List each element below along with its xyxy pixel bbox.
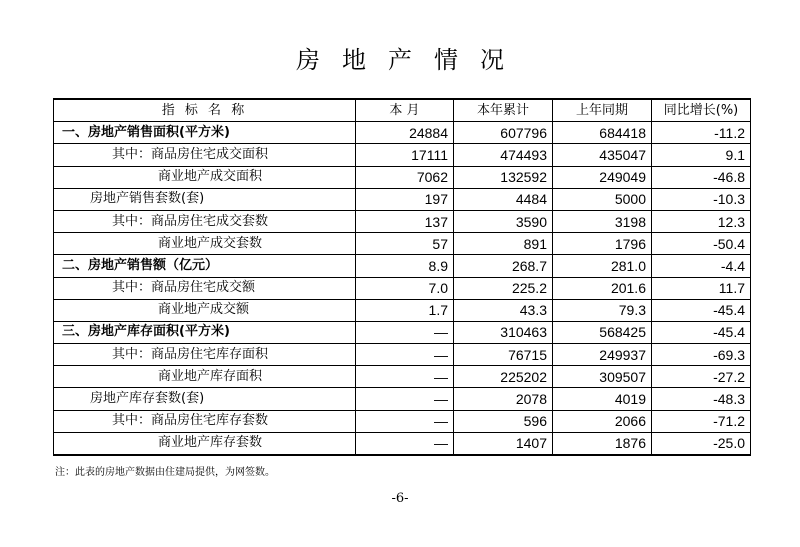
header-year-to-date: 本年累计 [454, 99, 553, 122]
row-label: 其中：商品房住宅成交套数 [54, 210, 356, 232]
table-row [54, 432, 751, 455]
cell-this-month: — [356, 344, 454, 366]
table-body [54, 122, 751, 455]
cell-last-year: 249937 [553, 344, 652, 366]
cell-last-year: 1796 [553, 233, 652, 255]
cell-this-month: 17111 [356, 144, 454, 166]
header-indicator-name: 指 标 名 称 [54, 99, 356, 122]
cell-year-to-date: 607796 [454, 122, 553, 144]
cell-this-month: 7062 [356, 166, 454, 188]
cell-year-to-date: 43.3 [454, 299, 553, 321]
row-label: 二、房地产销售额（亿元） [54, 255, 356, 277]
row-label: 其中：商品房住宅库存面积 [54, 344, 356, 366]
cell-this-month: 8.9 [356, 255, 454, 277]
table-row [54, 277, 751, 299]
cell-yoy-growth: -10.3 [652, 188, 751, 210]
row-label: 房地产库存套数(套) [54, 388, 356, 410]
cell-last-year: 249049 [553, 166, 652, 188]
cell-this-month: 7.0 [356, 277, 454, 299]
row-label: 三、房地产库存面积(平方米) [54, 321, 356, 343]
table-row [54, 255, 751, 277]
table-row [54, 344, 751, 366]
header-last-year-same-period: 上年同期 [553, 99, 652, 122]
cell-this-month: — [356, 432, 454, 455]
table-row [54, 233, 751, 255]
cell-yoy-growth: -45.4 [652, 299, 751, 321]
cell-yoy-growth: -50.4 [652, 233, 751, 255]
cell-yoy-growth: -46.8 [652, 166, 751, 188]
cell-yoy-growth: -27.2 [652, 366, 751, 388]
row-label: 房地产销售套数(套) [54, 188, 356, 210]
header-this-month: 本 月 [356, 99, 454, 122]
cell-yoy-growth: 11.7 [652, 277, 751, 299]
cell-yoy-growth: -4.4 [652, 255, 751, 277]
table-row [54, 321, 751, 343]
cell-yoy-growth: 12.3 [652, 210, 751, 232]
cell-this-month: 1.7 [356, 299, 454, 321]
cell-yoy-growth: -45.4 [652, 321, 751, 343]
cell-year-to-date: 3590 [454, 210, 553, 232]
cell-last-year: 281.0 [553, 255, 652, 277]
cell-this-month: 197 [356, 188, 454, 210]
table-row [54, 166, 751, 188]
cell-this-month: — [356, 366, 454, 388]
cell-year-to-date: 891 [454, 233, 553, 255]
header-yoy-growth: 同比增长(%) [652, 99, 751, 122]
page-number: -6- [391, 491, 409, 506]
table-row [54, 188, 751, 210]
cell-year-to-date: 474493 [454, 144, 553, 166]
cell-year-to-date: 225.2 [454, 277, 553, 299]
row-label: 一、房地产销售面积(平方米) [54, 122, 356, 144]
cell-this-month: — [356, 321, 454, 343]
cell-yoy-growth: -25.0 [652, 432, 751, 455]
cell-yoy-growth: -11.2 [652, 122, 751, 144]
table-row [54, 299, 751, 321]
row-label: 其中：商品房住宅成交面积 [54, 144, 356, 166]
cell-year-to-date: 310463 [454, 321, 553, 343]
cell-yoy-growth: 9.1 [652, 144, 751, 166]
cell-year-to-date: 596 [454, 410, 553, 432]
cell-last-year: 3198 [553, 210, 652, 232]
row-label: 商业地产成交套数 [54, 233, 356, 255]
footnote: 注：此表的房地产数据由住建局提供，为网签数。 [55, 467, 275, 478]
cell-last-year: 79.3 [553, 299, 652, 321]
cell-last-year: 2066 [553, 410, 652, 432]
row-label: 商业地产库存套数 [54, 432, 356, 455]
table-row [54, 410, 751, 432]
table-row [54, 388, 751, 410]
table-row [54, 122, 751, 144]
row-label: 商业地产成交额 [54, 299, 356, 321]
real-estate-table [53, 98, 751, 456]
page-title: 房地产情况 [296, 46, 526, 74]
cell-year-to-date: 2078 [454, 388, 553, 410]
cell-last-year: 5000 [553, 188, 652, 210]
cell-yoy-growth: -48.3 [652, 388, 751, 410]
cell-year-to-date: 132592 [454, 166, 553, 188]
table-row [54, 366, 751, 388]
cell-year-to-date: 76715 [454, 344, 553, 366]
table-row [54, 210, 751, 232]
cell-last-year: 684418 [553, 122, 652, 144]
cell-last-year: 309507 [553, 366, 652, 388]
cell-year-to-date: 4484 [454, 188, 553, 210]
cell-last-year: 4019 [553, 388, 652, 410]
cell-year-to-date: 225202 [454, 366, 553, 388]
cell-this-month: — [356, 388, 454, 410]
cell-year-to-date: 1407 [454, 432, 553, 455]
table-row [54, 144, 751, 166]
cell-last-year: 1876 [553, 432, 652, 455]
cell-last-year: 435047 [553, 144, 652, 166]
cell-this-month: — [356, 410, 454, 432]
cell-this-month: 24884 [356, 122, 454, 144]
cell-this-month: 57 [356, 233, 454, 255]
cell-yoy-growth: -69.3 [652, 344, 751, 366]
cell-last-year: 201.6 [553, 277, 652, 299]
table-header-row [54, 99, 751, 122]
cell-this-month: 137 [356, 210, 454, 232]
cell-year-to-date: 268.7 [454, 255, 553, 277]
cell-last-year: 568425 [553, 321, 652, 343]
cell-yoy-growth: -71.2 [652, 410, 751, 432]
row-label: 其中：商品房住宅成交额 [54, 277, 356, 299]
row-label: 商业地产成交面积 [54, 166, 356, 188]
row-label: 其中：商品房住宅库存套数 [54, 410, 356, 432]
row-label: 商业地产库存面积 [54, 366, 356, 388]
